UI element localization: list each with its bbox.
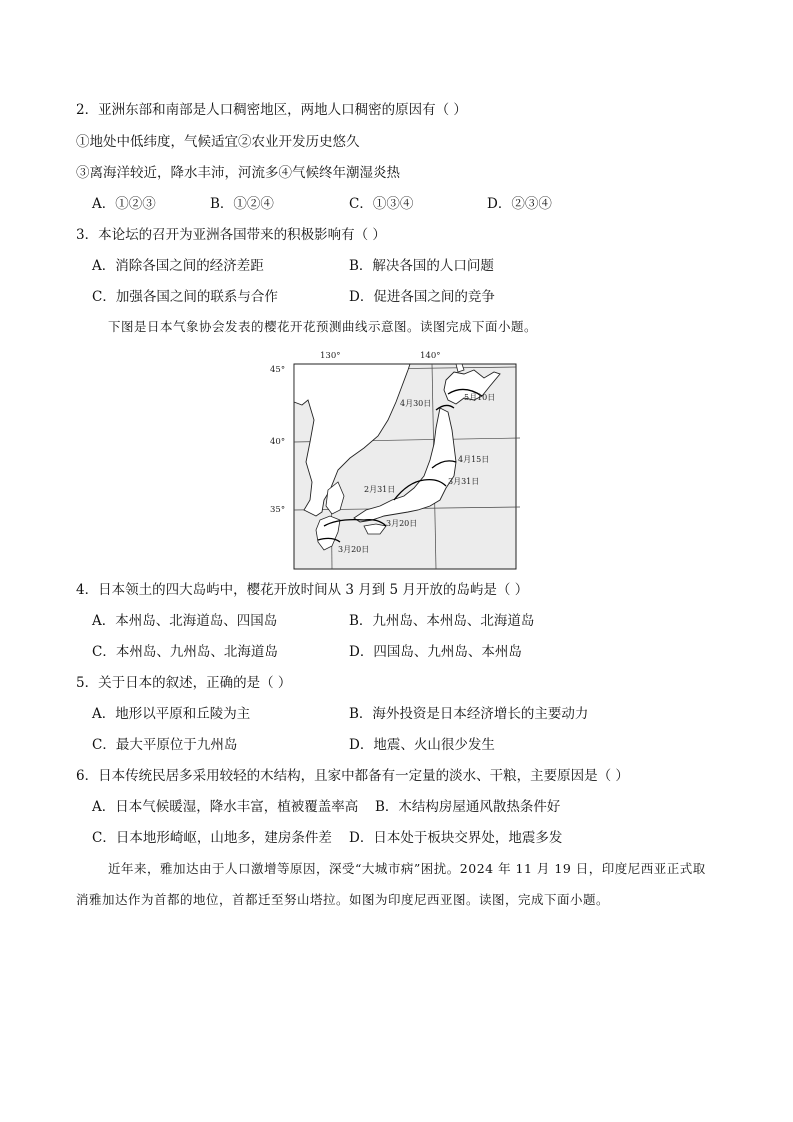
q4-stem: 4．日本领土的四大岛屿中，樱花开放时间从 3 月到 5 月开放的岛屿是（ ） <box>76 582 529 598</box>
isoline-label-may-10: 5月10日 <box>464 393 496 402</box>
q2-option-d[interactable]: D．②③④ <box>487 196 552 212</box>
q5-option-a[interactable]: A．地形以平原和丘陵为主 <box>92 706 251 722</box>
q3-option-b[interactable]: B．解决各国的人口问题 <box>349 258 494 274</box>
isoline-label-mar-20-a: 3月20日 <box>386 519 418 528</box>
q4-option-c[interactable]: C．本州岛、九州岛、北海道岛 <box>92 644 278 660</box>
q6-option-d[interactable]: D．日本处于板块交界处，地震多发 <box>349 830 563 846</box>
japan-cherry-blossom-map <box>268 350 530 572</box>
q3-stem: 3．本论坛的召开为亚洲各国带来的积极影响有（ ） <box>76 227 386 243</box>
q5-option-c[interactable]: C．最大平原位于九州岛 <box>92 737 238 753</box>
q5-stem: 5．关于日本的叙述，正确的是（ ） <box>76 675 292 691</box>
q4-option-b[interactable]: B．九州岛、本州岛、北海道岛 <box>349 613 535 629</box>
map-intro-text: 下图是日本气象协会发表的樱花开花预测曲线示意图。读图完成下面小题。 <box>108 319 538 334</box>
lat-label-45: 45° <box>270 365 286 375</box>
q6-option-b[interactable]: B．木结构房屋通风散热条件好 <box>375 799 561 815</box>
q3-option-d[interactable]: D．促进各国之间的竞争 <box>349 289 495 305</box>
q2-option-b[interactable]: B．①②④ <box>210 196 274 212</box>
lon-label-130: 130° <box>320 351 341 361</box>
q6-stem: 6．日本传统民居多采用较轻的木结构，且家中都备有一定量的淡水、干粮，主要原因是（ ） <box>76 768 629 784</box>
isoline-label-mar-20-b: 3月20日 <box>338 545 370 554</box>
isoline-label-apr-30: 4月30日 <box>400 399 432 408</box>
q2-stem: 2．亚洲东部和南部是人口稠密地区，两地人口稠密的原因有（ ） <box>76 102 467 118</box>
isoline-label-feb-31: 2月31日 <box>364 485 396 494</box>
q2-option-a[interactable]: A．①②③ <box>92 196 156 212</box>
isoline-label-apr-15: 4月15日 <box>458 455 490 464</box>
q5-option-b[interactable]: B．海外投资是日本经济增长的主要动力 <box>349 706 589 722</box>
indonesia-intro-line-1: 近年来，雅加达由于人口激增等原因，深受“大城市病”困扰。2024 年 11 月 19 日，印度尼西亚正式取 <box>108 861 706 876</box>
isoline-label-mar-31: 3月31日 <box>448 477 480 486</box>
q2-statement-line-2: ③离海洋较近，降水丰沛，河流多④气候终年潮湿炎热 <box>76 165 400 181</box>
q2-option-c[interactable]: C．①③④ <box>349 196 414 212</box>
q4-option-d[interactable]: D．四国岛、九州岛、本州岛 <box>349 644 522 660</box>
q3-option-c[interactable]: C．加强各国之间的联系与合作 <box>92 289 278 305</box>
q6-option-a[interactable]: A．日本气候暖湿，降水丰富，植被覆盖率高 <box>92 799 359 815</box>
q4-option-a[interactable]: A．本州岛、北海道岛、四国岛 <box>92 613 278 629</box>
indonesia-intro-line-2: 消雅加达作为首都的地位，首都迁至努山塔拉。如图为印度尼西亚图。读图，完成下面小题。 <box>76 892 610 907</box>
lat-label-35: 35° <box>270 505 286 515</box>
q6-option-c[interactable]: C．日本地形崎岖，山地多，建房条件差 <box>92 830 332 846</box>
lon-label-140: 140° <box>420 351 441 361</box>
q3-option-a[interactable]: A．消除各国之间的经济差距 <box>92 258 264 274</box>
lat-label-40: 40° <box>270 437 286 447</box>
q5-option-d[interactable]: D．地震、火山很少发生 <box>349 737 495 753</box>
q2-statement-line-1: ①地处中低纬度，气候适宜②农业开发历史悠久 <box>76 134 360 150</box>
